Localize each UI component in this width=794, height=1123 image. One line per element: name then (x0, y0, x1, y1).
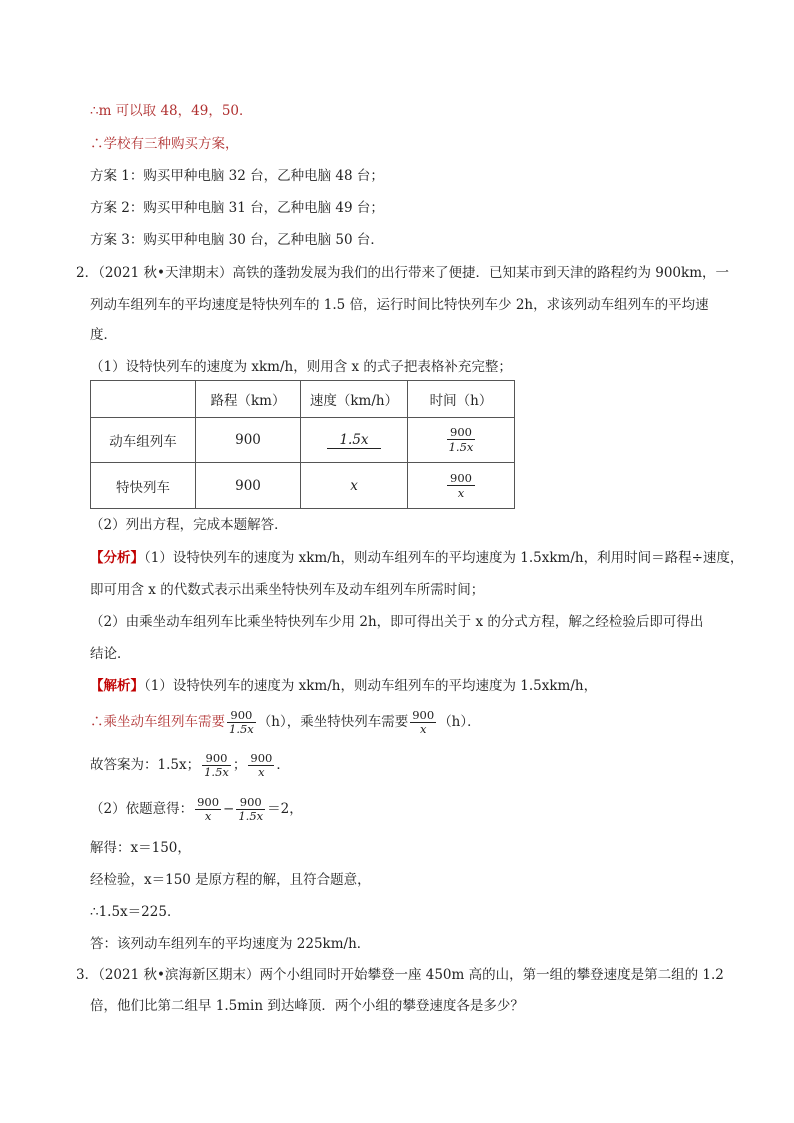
fraction-numerator: 900 (447, 471, 475, 486)
row-speed-emu: 1.5x (327, 432, 381, 449)
answer-fraction-2 (248, 752, 274, 779)
fraction-numerator: 900 (447, 425, 475, 440)
equation-fraction-1 (195, 796, 221, 823)
final-answer-line: 答：该列动车组列车的平均速度为 225km/h． (90, 936, 371, 952)
analysis-line-4: 结论． (90, 646, 131, 662)
equation-minus: − (223, 801, 235, 817)
table-header-distance: 路程（km） (196, 381, 301, 418)
fraction-denominator: 1.5x (448, 440, 474, 454)
analysis-tag: 【分析】 (90, 550, 144, 566)
row-distance-emu: 900 (196, 418, 301, 463)
result-line: ∴1.5x＝225． (90, 904, 181, 920)
equation-line (90, 794, 303, 824)
answer-end: ． (276, 757, 290, 773)
row-time-fraction-express (447, 471, 475, 500)
row-distance-express: 900 (196, 463, 301, 509)
analysis-text-1: （1）设特快列车的速度为 xkm/h，则动车组列车的平均速度为 1.5xkm/h，利用时间＝路程÷速度， (144, 550, 744, 566)
row-time-cell-emu (408, 418, 515, 463)
fraction-denominator: x (204, 809, 212, 823)
q2-stem-line-1: 2．（2021 秋•天津期末）高铁的蓬勃发展为我们的出行带来了便捷．已知某市到天津的路程约为 900km，一 (76, 265, 729, 281)
solution-text-1: （1）设特快列车的速度为 xkm/h，则动车组列车的平均速度为 1.5xkm/h， (144, 678, 598, 694)
answer-text-a: 故答案为：1.5x； (90, 757, 201, 773)
analysis-line-2: 即可用含 x 的代数式表示出乘坐特快列车及动车组列车所需时间； (90, 582, 485, 598)
plan-3-line: 方案 3：购买甲种电脑 30 台，乙种电脑 50 台． (90, 232, 384, 248)
q2-stem-line-2: 列动车组列车的平均速度是特快列车的 1.5 倍，运行时间比特快列车少 2h，求该列动车组列车的平均速 (90, 297, 709, 313)
solution-line-2 (90, 707, 481, 737)
table-header-empty (91, 381, 196, 418)
answer-separator: ； (232, 757, 247, 773)
row-name-emu: 动车组列车 (91, 418, 196, 463)
q2-sub-question-1: （1）设特快列车的速度为 xkm/h，则用含 x 的式子把表格补充完整； (90, 359, 512, 375)
fraction-denominator: 1.5x (204, 765, 229, 779)
analysis-line-1 (90, 548, 743, 568)
fraction-denominator: x (457, 485, 465, 500)
solve-line: 解得：x＝150， (90, 840, 191, 856)
solution-line-2-text-b: （h），乘坐特快列车需要 (257, 714, 409, 730)
row-speed-express: x (301, 463, 408, 509)
table-header-row (91, 381, 515, 418)
time-fraction-emu (227, 709, 256, 736)
table-row (91, 463, 515, 509)
q3-stem-line-1: 3．（2021 秋•滨海新区期末）两个小组同时开始攀登一座 450m 高的山，第一组的攀登速度是第二组的 1.2 (76, 967, 724, 983)
row-speed-cell-emu (301, 418, 408, 463)
equation-fraction-2 (236, 796, 265, 823)
solution-line-three-plans: ∴学校有三种购买方案， (90, 136, 239, 152)
time-fraction-express (410, 709, 436, 736)
fraction-numerator: 900 (227, 709, 256, 723)
q3-stem-line-2: 倍，他们比第二组早 1.5min 到达峰顶．两个小组的攀登速度各是多少？ (90, 998, 524, 1014)
table-header-time: 时间（h） (408, 381, 515, 418)
fraction-numerator: 900 (412, 708, 435, 722)
fraction-numerator: 900 (236, 796, 265, 810)
speed-table (90, 380, 515, 509)
fraction-denominator: 1.5x (238, 809, 264, 823)
q2-stem-line-3: 度． (90, 327, 117, 343)
solution-tag: 【解析】 (90, 678, 144, 694)
fraction-denominator: 1.5x (229, 722, 254, 736)
fraction-denominator: x (419, 722, 427, 736)
solution-line-1 (90, 676, 597, 696)
solution-line-2-text-a: ∴乘坐动车组列车需要 (90, 714, 225, 730)
check-line: 经检验，x＝150 是原方程的解，且符合题意， (90, 872, 371, 888)
table-row (91, 418, 515, 463)
q2-sub-question-2: （2）列出方程，完成本题解答． (90, 517, 288, 533)
fraction-numerator: 900 (250, 751, 273, 765)
plan-2-line: 方案 2：购买甲种电脑 31 台，乙种电脑 49 台； (90, 200, 384, 216)
row-time-fraction-emu (447, 425, 475, 454)
fraction-denominator: x (258, 765, 265, 779)
answer-fraction-1 (202, 752, 231, 779)
row-name-express: 特快列车 (91, 463, 196, 509)
solution-line-2-text-c: （h）． (438, 714, 481, 730)
solution-line-m-values: ∴m 可以取 48，49，50． (90, 103, 253, 119)
answer-line-1 (90, 750, 290, 780)
row-time-cell-express (408, 463, 515, 509)
equation-end: ＝2， (267, 801, 303, 817)
table-header-speed: 速度（km/h） (301, 381, 408, 418)
plan-1-line: 方案 1：购买甲种电脑 32 台，乙种电脑 48 台； (90, 168, 384, 184)
equation-text-a: （2）依题意得： (90, 801, 194, 817)
analysis-line-3: （2）由乘坐动车组列车比乘坐特快列车少用 2h，即可得出关于 x 的分式方程，解之经检验后即可得出 (90, 614, 704, 630)
fraction-numerator: 900 (202, 752, 231, 766)
fraction-numerator: 900 (197, 795, 220, 809)
